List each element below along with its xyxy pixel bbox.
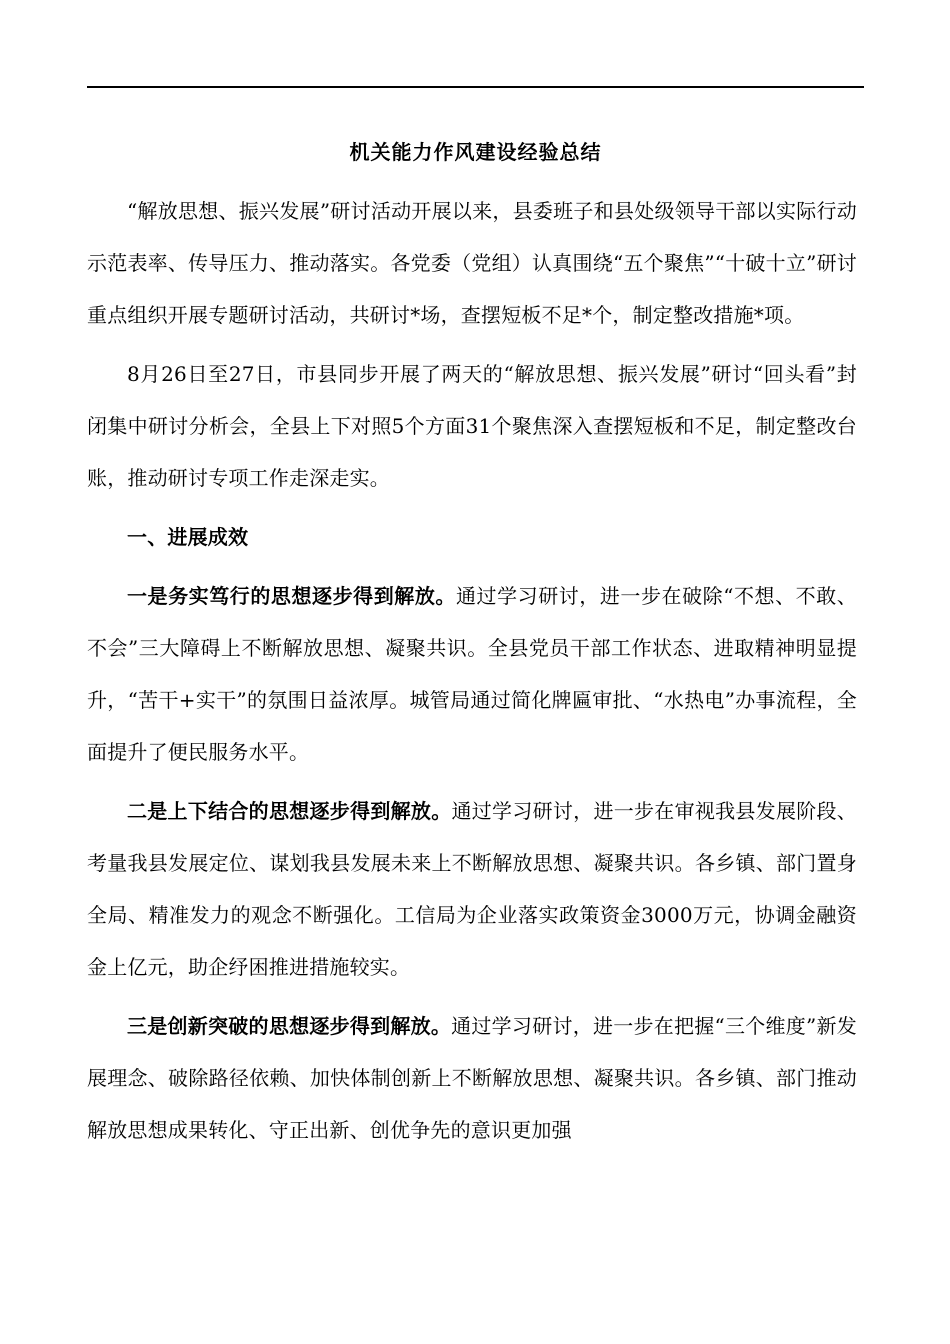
paragraph-lead: 一是务实笃行的思想逐步得到解放。 — [127, 584, 456, 608]
document-body — [87, 185, 857, 1163]
paragraph-text: “解放思想、振兴发展”研讨活动开展以来，县委班子和县处级领导干部以实际行动示范表率、传导压力、推动落实。各党委（党组）认真围绕“五个聚焦”“十破十立”研讨重点组织开展专题研讨活动，共研讨*场，查摆短板不足*个，制定整改措施*项。 — [87, 199, 857, 327]
paragraph-intro — [87, 185, 857, 341]
paragraph-point-2 — [87, 785, 857, 993]
paragraph-text: 通过学习研讨，进一步在把握“三个维度”新发展理念、破除路径依赖、加快体制创新上不断解放思想、凝聚共识。各乡镇、部门推动解放思想成果转化、守正出新、创优争先的意识更加强 — [87, 1014, 857, 1142]
paragraph-point-1 — [87, 570, 857, 778]
section-heading-text: 一、进展成效 — [127, 525, 249, 549]
paragraph-lead: 二是上下结合的思想逐步得到解放。 — [127, 799, 452, 823]
paragraph-text: 8月26日至27日，市县同步开展了两天的“解放思想、振兴发展”研讨“回头看”封闭集中研讨分析会，全县上下对照5个方面31个聚焦深入查摆短板和不足，制定整改台账，推动研讨专项工作走深走实。 — [87, 362, 857, 490]
section-heading — [87, 511, 857, 563]
header-rule — [87, 86, 864, 88]
paragraph-text: 通过学习研讨，进一步在审视我县发展阶段、考量我县发展定位、谋划我县发展未来上不断解放思想、凝聚共识。各乡镇、部门置身全局、精准发力的观念不断强化。工信局为企业落实政策资金3000万元，协调金融资金上亿元，助企纾困推进措施较实。 — [87, 799, 858, 979]
paragraph-point-3 — [87, 1000, 857, 1156]
paragraph-text: 通过学习研讨，进一步在破除“不想、不敢、不会”三大障碍上不断解放思想、凝聚共识。全县党员干部工作状态、进取精神明显提升，“苦干+实干”的氛围日益浓厚。城管局通过简化牌匾审批、“水热电”办事流程，全面提升了便民服务水平。 — [87, 584, 857, 764]
paragraph-meeting — [87, 348, 857, 504]
document-title: 机关能力作风建设经验总结 — [349, 140, 602, 164]
paragraph-lead: 三是创新突破的思想逐步得到解放。 — [127, 1014, 452, 1038]
